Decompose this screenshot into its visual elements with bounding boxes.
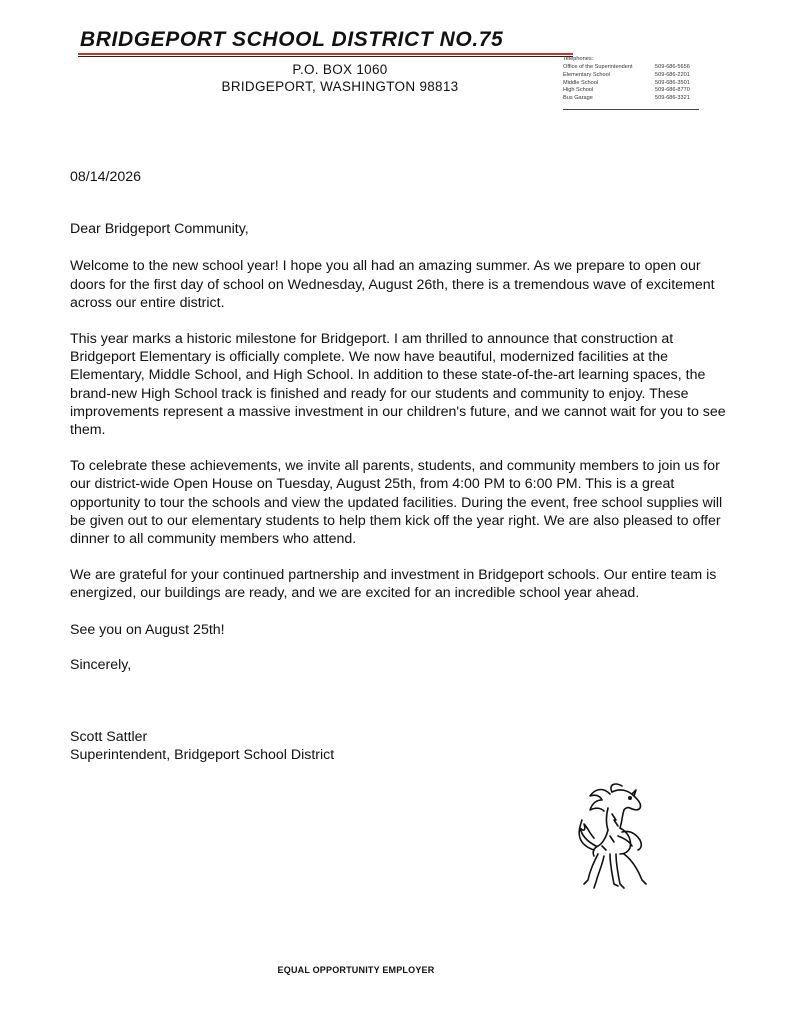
telephone-number: 509-686-3501 <box>655 79 690 86</box>
telephone-number: 509-686-3321 <box>655 95 690 102</box>
letterhead-rule-red <box>78 53 573 55</box>
paragraph-milestone: This year marks a historic milestone for Bridgeport. I am thrilled to announce that construction at Bridgeport Elementary is officially complete. We now have beautiful, modernized facilities at the Elementary, Middle School, and High School. In addition to these state-of-the-art learning spaces, the brand-new High School track is finished and ready for our students and community to enjoy. These improvements represent a massive investment in our children's future, and we cannot wait for you to see them. <box>70 331 726 439</box>
telephone-list <box>563 56 713 103</box>
see-you-line: See you on August 25th! <box>70 621 225 638</box>
telephone-number: 509-686-8770 <box>655 87 690 94</box>
paragraph-gratitude: We are grateful for your continued partnership and investment in Bridgeport schools. Our entire team is energized, our buildings are ready, and we are excited for an incredible school year ahead. <box>70 567 717 602</box>
letter-date: 08/14/2026 <box>70 169 142 185</box>
paragraph-open-house: To celebrate these achievements, we invite all parents, students, and community members to join us for our district-wide Open House on Tuesday, August 25th, from 4:00 PM to 6:00 PM. This is a great opportunity to tour the schools and view the updated facilities. During the event, free school supplies will be given out to our elementary students to help them kick off the year right. We are also pleased to offer dinner to all community members who attend. <box>70 458 723 548</box>
telephone-label: Bus Garage <box>563 95 593 102</box>
letterhead-rule-black <box>78 56 573 57</box>
telephone-row <box>563 87 713 95</box>
telephone-rule <box>563 109 699 110</box>
address-line-1: P.O. BOX 1060 <box>292 62 388 77</box>
closing: Sincerely, <box>70 656 132 673</box>
telephone-number: 509-686-2201 <box>655 71 690 78</box>
telephone-row <box>563 64 713 72</box>
telephone-label: Middle School <box>563 79 599 86</box>
address-line-2: BRIDGEPORT, WASHINGTON 98813 <box>221 79 459 94</box>
telephone-row <box>563 95 713 103</box>
district-address <box>190 61 490 95</box>
letter-body <box>70 168 730 764</box>
salutation: Dear Bridgeport Community, <box>70 221 249 238</box>
signer-title: Superintendent, Bridgeport School District <box>70 747 335 764</box>
mustang-horse-icon <box>572 780 662 900</box>
telephone-row <box>563 80 713 88</box>
telephone-row <box>563 72 713 80</box>
equal-opportunity-footer: EQUAL OPPORTUNITY EMPLOYER <box>277 965 435 975</box>
district-name: BRIDGEPORT SCHOOL DISTRICT NO.75 <box>80 28 504 51</box>
telephone-label: High School <box>563 87 594 94</box>
telephone-label: Elementary School <box>563 71 610 78</box>
telephone-label: Office of the Superintendent <box>563 64 633 71</box>
paragraph-welcome: Welcome to the new school year! I hope you all had an amazing summer. As we prepare to open our doors for the first day of school on Wednesday, August 26th, there is a tremendous wave of excitement across our entire district. <box>70 258 715 311</box>
signer-name: Scott Sattler <box>70 729 148 746</box>
telephone-number: 509-686-5656 <box>655 64 690 71</box>
telephone-title: Telephones: <box>563 56 594 62</box>
